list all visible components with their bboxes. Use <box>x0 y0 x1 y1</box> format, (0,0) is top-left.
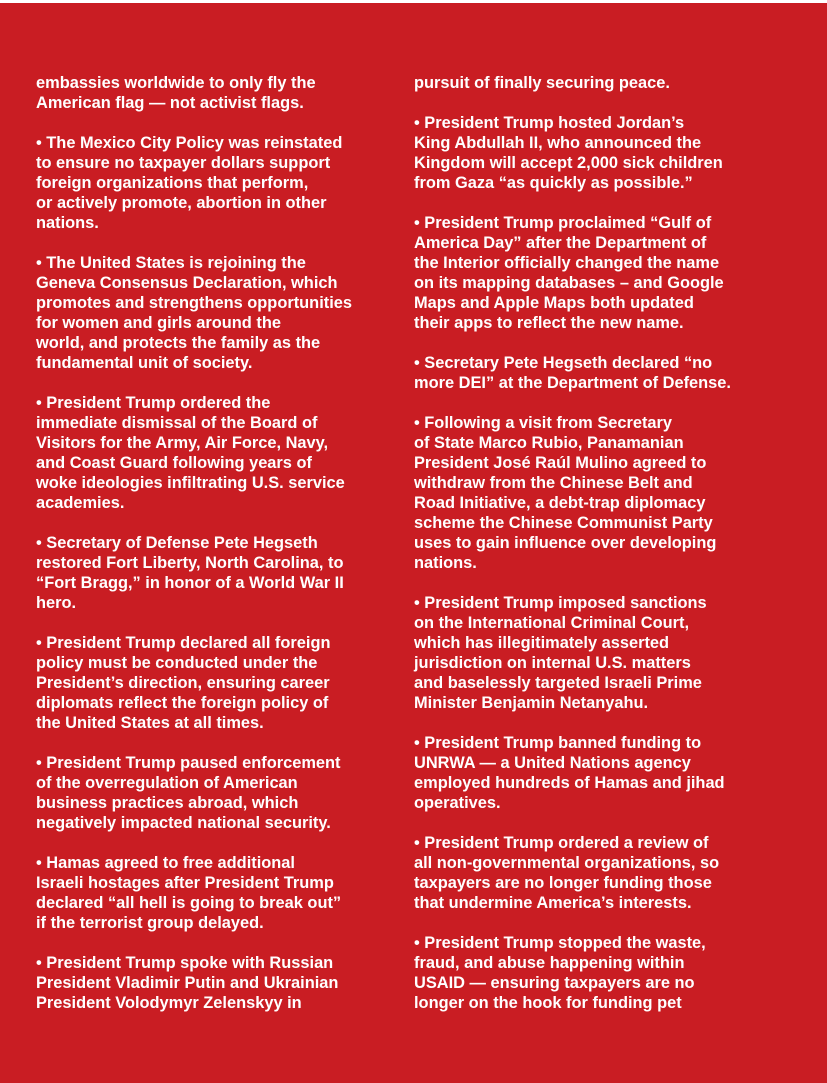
bullet-paragraph: • President Trump spoke with Russian President Vladimir Putin and Ukrainian President Volodymyr Zelenskyy in <box>36 954 339 1012</box>
bullet-paragraph: • The United States is rejoining the Geneva Consensus Declaration, which promotes and strengthens opportunities for women and girls around the world, and protects the family as the fundamental unit of society. <box>36 254 352 372</box>
bullet-paragraph: • President Trump proclaimed “Gulf of America Day” after the Department of the Interior officially changed the name on its mapping databases – and Google Maps and Apple Maps both updated their apps to reflect the new name. <box>414 214 724 332</box>
paragraph: pursuit of finally securing peace. <box>414 74 670 92</box>
bullet-paragraph: • Secretary of Defense Pete Hegseth restored Fort Liberty, North Carolina, to “Fort Bragg,” in honor of a World War II hero. <box>36 534 344 612</box>
bullet-paragraph: • Hamas agreed to free additional Israeli hostages after President Trump declared “all hell is going to break out” if the terrorist group delayed. <box>36 854 342 932</box>
bullet-paragraph: • The Mexico City Policy was reinstated to ensure no taxpayer dollars support foreign organizations that perform, or actively promote, abortion in other nations. <box>36 134 343 232</box>
right-column <box>414 73 786 1033</box>
bullet-paragraph: • President Trump declared all foreign policy must be conducted under the President’s direction, ensuring career diplomats reflect the foreign policy of the United States at all times. <box>36 634 331 732</box>
bullet-paragraph: • President Trump paused enforcement of the overregulation of American business practices abroad, which negatively impacted national security. <box>36 754 341 832</box>
bullet-paragraph: • President Trump stopped the waste, fraud, and abuse happening within USAID — ensuring taxpayers are no longer on the hook for funding pet <box>414 934 706 1012</box>
bullet-paragraph: • Following a visit from Secretary of State Marco Rubio, Panamanian President José Raúl Mulino agreed to withdraw from the Chinese Belt and Road Initiative, a debt-trap diplomacy scheme the Chinese Communist Party uses to gain influence over developing nations. <box>414 414 717 572</box>
bullet-paragraph: • President Trump hosted Jordan’s King Abdullah II, who announced the Kingdom will accept 2,000 sick children from Gaza “as quickly as possible.” <box>414 114 723 192</box>
bullet-paragraph: • Secretary Pete Hegseth declared “no more DEI” at the Department of Defense. <box>414 354 731 392</box>
bullet-paragraph: • President Trump banned funding to UNRWA — a United Nations agency employed hundreds of Hamas and jihad operatives. <box>414 734 725 812</box>
bullet-paragraph: • President Trump imposed sanctions on the International Criminal Court, which has illegitimately asserted jurisdiction on internal U.S. matters and baselessly targeted Israeli Prime Minister Benjamin Netanyahu. <box>414 594 707 712</box>
left-column <box>36 73 398 1033</box>
bullet-paragraph: • President Trump ordered the immediate dismissal of the Board of Visitors for the Army, Air Force, Navy, and Coast Guard following years of woke ideologies infiltrating U.S. service academies. <box>36 394 345 512</box>
paragraph: embassies worldwide to only fly the American flag — not activist flags. <box>36 74 316 112</box>
bullet-paragraph: • President Trump ordered a review of all non-governmental organizations, so taxpayers are no longer funding those that undermine America’s interests. <box>414 834 720 912</box>
document-page <box>0 3 827 1083</box>
